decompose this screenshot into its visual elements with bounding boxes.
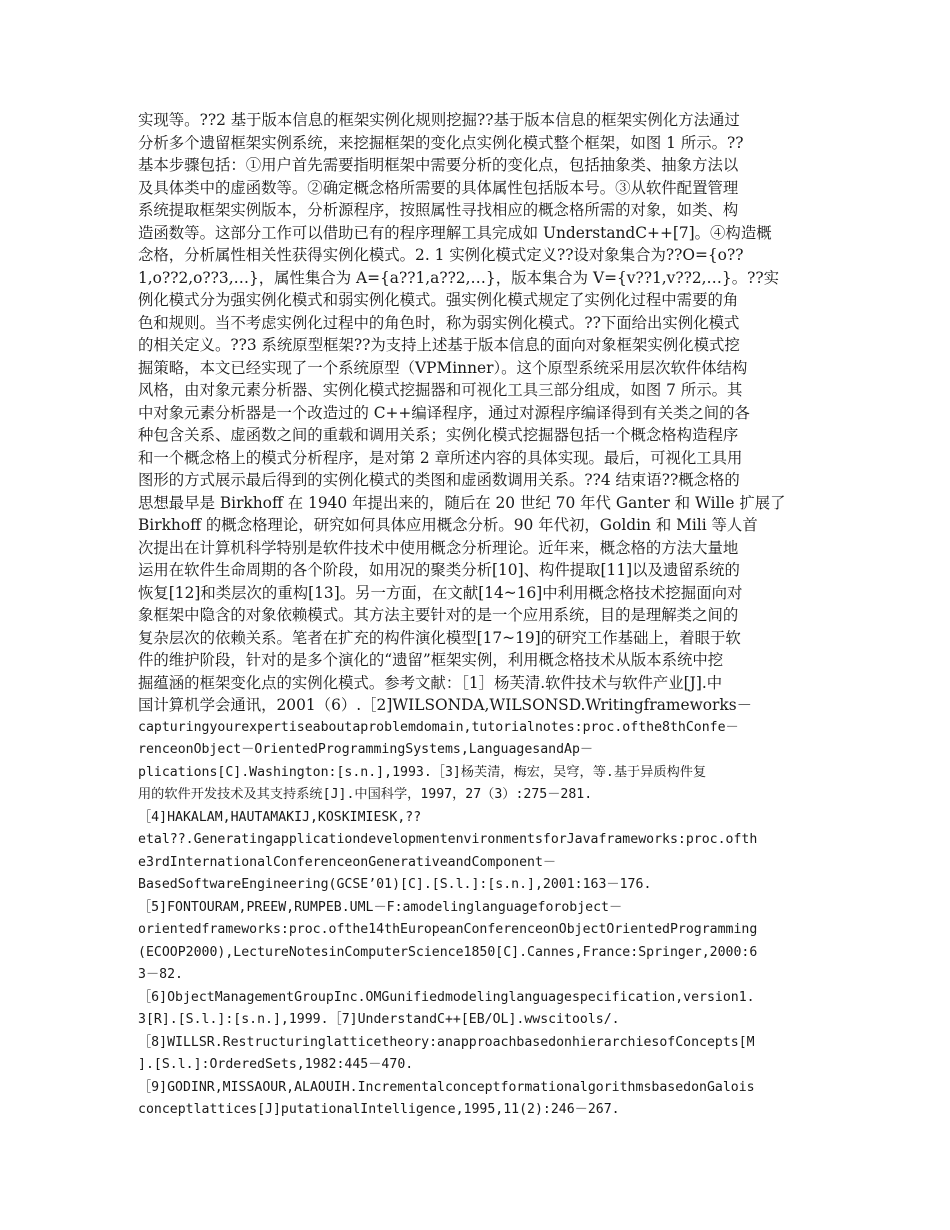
text-line: ［5]FONTOURAM,PREEW,RUMPEB.UML－F:amodelinglanguageforobject－ — [138, 899, 623, 915]
text-line: ［9]GODINR,MISSAOUR,ALAOUIH.IncrementalconceptformationalgorithmsbasedonGalois — [138, 1079, 755, 1095]
text-line: Birkhoff 的概念格理论，研究如何具体应用概念分析。90 年代初，Goldin 和 Mili 等人首 — [138, 516, 758, 534]
text-line: 色和规则。当不考虑实例化过程中的角色时，称为弱实例化模式。??下面给出实例化模式 — [138, 313, 740, 332]
text-line: orientedframeworks:proc.ofthe14thEuropeanConferenceonObjectOrientedProgramming — [138, 922, 758, 937]
text-line: 例化模式分为强实例化模式和弱实例化模式。强实例化模式规定了实例化过程中需要的角 — [138, 291, 739, 309]
text-line: BasedSoftwareEngineering(GCSE’01)[C].[S.l.]:[s.n.],2001:163－176. — [138, 877, 652, 892]
text-line: 3[R].[S.l.]:[s.n.],1999.［7]UnderstandC++[EB/OL].wwscitools/. — [138, 1012, 620, 1027]
text-line: 恢复[12]和类层次的重构[13]。另一方面，在文献[14~16]中利用概念格技术挖掘面向对 — [138, 583, 743, 602]
text-line: 造函数等。这部分工作可以借助已有的程序理解工具完成如 UnderstandC++[7]。④构造概 — [138, 223, 772, 242]
text-line: 念格，分析属性相关性获得实例化模式。2. 1 实例化模式定义??设对象集合为??O={o?? — [138, 246, 744, 264]
text-line: 运用在软件生命周期的各个阶段，如用况的聚类分析[10]、构件提取[11]以及遗留系统的 — [138, 561, 740, 579]
text-line: ［8]WILLSR.Restructuringlatticetheory:anapproachbasedonhierarchiesofConcepts[M — [138, 1034, 755, 1050]
text-line: e3rdInternationalConferenceonGenerativeandComponent－ — [138, 854, 557, 870]
text-line: 1,o??2,o??3,…}，属性集合为 A={a??1,a??2,…}，版本集合为 V={v??1,v??2,…}。??实 — [138, 268, 779, 287]
text-line: 和一个概念格上的模式分析程序，是对第 2 章所述内容的具体实现。最后，可视化工具用 — [138, 448, 743, 467]
text-line: 3－82. — [138, 967, 183, 982]
text-line: ［6]ObjectManagementGroupInc.OMGunifiedmodelinglanguagespecification,version1. — [138, 989, 755, 1005]
text-line: 实现等。??2 基于版本信息的框架实例化规则挖掘??基于版本信息的框架实例化方法通过 — [138, 111, 740, 129]
text-line: 种包含关系、虚函数之间的重载和调用关系；实例化模式挖掘器包括一个概念格构造程序 — [138, 426, 739, 444]
text-line: 件的维护阶段，针对的是多个演化的“遗留”框架实例，利用概念格技术从版本系统中挖 — [138, 651, 724, 669]
text-line: 风格，由对象元素分析器、实例化模式挖掘器和可视化工具三部分组成，如图 7 所示。其 — [138, 381, 743, 399]
text-line: 复杂层次的依赖关系。笔者在扩充的构件演化模型[17~19]的研究工作基础上，着眼于软 — [138, 628, 741, 647]
text-line: 的相关定义。??3 系统原型框架??为支持上述基于版本信息的面向对象框架实例化模式挖 — [138, 336, 740, 354]
text-line: 掘策略，本文已经实现了一个系统原型（VPMinner）。这个原型系统采用层次软件体结构 — [138, 358, 748, 377]
text-line: 掘蕴涵的框架变化点的实例化模式。参考文献：［1］杨芙清.软件技术与软件产业[J].中 — [138, 673, 723, 692]
text-line: 思想最早是 Birkhoff 在 1940 年提出来的，随后在 20 世纪 70 年代 Ganter 和 Wille 扩展了 — [138, 493, 786, 512]
text-line: 系统提取框架实例版本，分析源程序，按照属性寻找相应的概念格所需的对象，如类、构 — [138, 201, 739, 219]
text-line: etal??.GeneratingapplicationdevelopmentenvironmentsforJavaframeworks:proc.ofth — [138, 832, 758, 847]
text-line: conceptlattices[J]putationalIntelligence,1995,11(2):246－267. — [138, 1102, 620, 1117]
text-line: 国计算机学会通讯，2001（6）.［2]WILSONDA,WILSONSD.Writingframeworks－ — [138, 696, 753, 714]
text-line: 基本步骤包括：①用户首先需要指明框架中需要分析的变化点，包括抽象类、抽象方法以 — [138, 156, 739, 174]
text-line: plications[C].Washington:[s.n.],1993.［3]杨芙清，梅宏，吴穹，等.基于异质构件复 — [138, 764, 707, 780]
text-line: 图形的方式展示最后得到的实例化模式的类图和虚函数调用关系。??4 结束语??概念格的 — [138, 471, 740, 489]
document-body — [138, 109, 810, 1122]
text-line: 分析多个遗留框架实例系统，来挖掘框架的变化点实例化模式整个框架，如图 1 所示。?? — [138, 133, 744, 152]
text-line: capturingyourexpertiseaboutaproblemdomain,tutorialnotes:proc.ofthe8thConfe－ — [138, 719, 739, 735]
text-line: (ECOOP2000),LectureNotesinComputerScience1850[C].Cannes,France:Springer,2000:6 — [138, 944, 758, 960]
text-line: ].[S.l.]:OrderedSets,1982:445－470. — [138, 1057, 414, 1072]
text-line: ［4]HAKALAM,HAUTAMAKIJ,KOSKIMIESK,?? — [138, 809, 422, 825]
text-line: 象框架中隐含的对象依赖模式。其方法主要针对的是一个应用系统，目的是理解类之间的 — [138, 606, 739, 624]
text-line: 中对象元素分析器是一个改造过的 C++编译程序，通过对源程序编译得到有关类之间的各 — [138, 403, 750, 422]
text-line: 及具体类中的虚函数等。②确定概念格所需要的具体属性包括版本号。③从软件配置管理 — [138, 178, 739, 197]
text-line: 次提出在计算机科学特别是软件技术中使用概念分析理论。近年来，概念格的方法大量地 — [138, 538, 739, 557]
text-line: renceonObject－OrientedProgrammingSystems,LanguagesandAp－ — [138, 742, 594, 757]
text-line: 用的软件开发技术及其支持系统[J].中国科学，1997，27（3）:275－281. — [138, 787, 593, 802]
